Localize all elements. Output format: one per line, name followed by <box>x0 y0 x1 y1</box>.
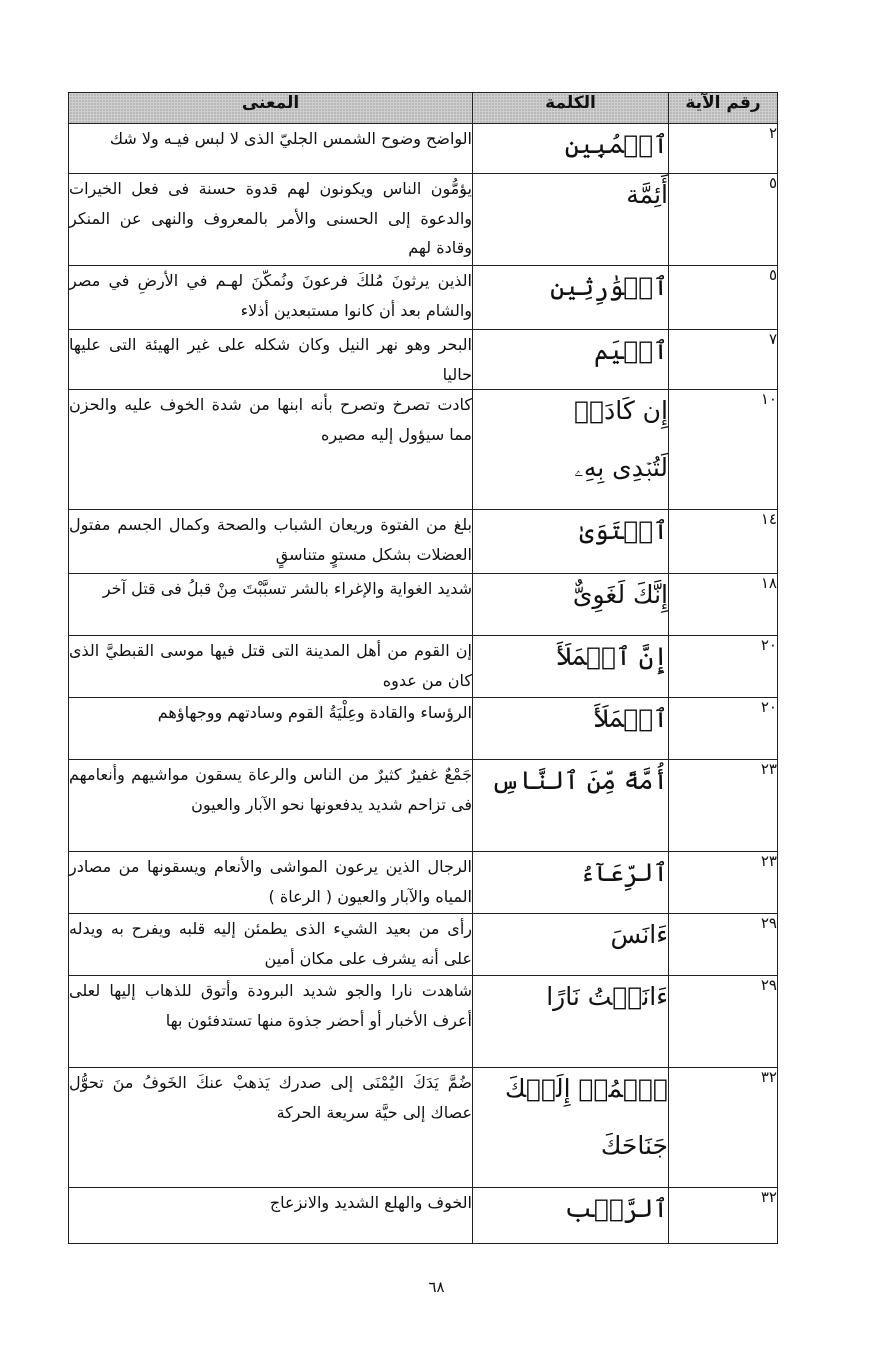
table-row <box>69 266 778 330</box>
word-text: ٱسۡتَوَىٰ <box>579 516 668 546</box>
word-meaning: الخوف والهلع الشديد والانزعاج <box>69 1188 473 1244</box>
table-header <box>69 93 778 124</box>
table-row <box>69 976 778 1068</box>
ayah-number: ٢ <box>669 124 778 174</box>
ayah-number: ٢٩ <box>669 976 778 1068</box>
word-text: ٱلرَّهۡب <box>564 1194 668 1224</box>
table-row <box>69 1068 778 1188</box>
word-text: أَئِمَّة <box>626 180 668 209</box>
word-text: ٱضۡمُمۡ إِلَيۡكَ <box>504 1074 668 1104</box>
ayah-number: ٥ <box>669 174 778 266</box>
quran-word <box>473 574 669 636</box>
ayah-number: ١٠ <box>669 390 778 510</box>
quran-word <box>473 174 669 266</box>
word-meaning: الرجال الذين يرعون المواشى والأنعام ويسقونها من مصادر المياه والآبار والعيون ( الرعاة ) <box>69 852 473 914</box>
word-text: ءَانَسۡتُ نَارًا <box>546 982 668 1012</box>
ayah-number: ٥ <box>669 266 778 330</box>
word-text: إِنَّ ٱلۡمَلَأَ <box>556 642 668 672</box>
table-row <box>69 1188 778 1244</box>
word-meaning: جَمْعٌ غفيرٌ كثيرٌ من الناس والرعاة يسقون مواشيهم وأنعامهم فى تزاحم شديد يدفعونها نحو الآبار والعيون <box>69 760 473 852</box>
word-meaning: رأى من بعيد الشيء الذى يطمئن إليه قلبه ويفرح به ويدله على أنه يشرف على مكان أمين <box>69 914 473 976</box>
header-meaning: المعنى <box>69 93 473 124</box>
ayah-number: ١٤ <box>669 510 778 574</box>
ayah-number: ١٨ <box>669 574 778 636</box>
quran-word <box>473 390 669 510</box>
quran-word <box>473 1068 669 1188</box>
word-text: ٱلۡوَٰرِثِين <box>550 272 668 301</box>
table-row <box>69 914 778 976</box>
word-meaning: ضُمَّ يَدَكَ اليُمْنَى إلى صدرك يَذهبْ عنكَ الخَوفُ منَ تحوُّل عصاك إلى حيَّة سريعة الحركة <box>69 1068 473 1188</box>
header-word: الكلمة <box>473 93 669 124</box>
word-text: ٱلۡمُبِين <box>564 130 668 159</box>
word-meaning: إن القوم من أهل المدينة التى قتل فيها موسى القبطيَّ الذى كان من عدوه <box>69 636 473 698</box>
header-ayah-number: رقم الآية <box>669 93 778 124</box>
table-row <box>69 852 778 914</box>
quran-word <box>473 1188 669 1244</box>
word-text: ٱلرِّعَآءُ <box>580 858 668 888</box>
table-row <box>69 574 778 636</box>
table-row <box>69 510 778 574</box>
word-text: ٱلۡيَم <box>594 336 668 365</box>
quran-word <box>473 698 669 760</box>
word-text: إِنَّكَ لَغَوِىٌّ <box>572 580 668 610</box>
word-meaning: شديد الغواية والإغراء بالشر تسبَّبْتَ مِنْ قبلُ فى قتل آخر <box>69 574 473 636</box>
quran-word <box>473 510 669 574</box>
word-meaning: الرؤساء والقادة وعِلْيَةُ القوم وسادتهم ووجهاؤهم <box>69 698 473 760</box>
table-row <box>69 390 778 510</box>
quran-word <box>473 636 669 698</box>
table-row <box>69 174 778 266</box>
word-meaning: يؤمُّون الناس ويكونون لهم قدوة حسنة فى فعل الخيرات والدعوة إلى الحسنى والأمر بالمعروف والنهى عن المنكر وقادة لهم <box>69 174 473 266</box>
quran-word <box>473 124 669 174</box>
quran-word <box>473 852 669 914</box>
word-meaning: بلغ من الفتوة وريعان الشباب والصحة وكمال الجسم مفتول العضلات بشكل مستوٍ متناسقٍ <box>69 510 473 574</box>
ayah-number: ٧ <box>669 330 778 390</box>
table-row <box>69 760 778 852</box>
page-number: ٦٨ <box>428 1278 445 1296</box>
word-meaning: شاهدت نارا والجو شديد البرودة وأتوق للذهاب إليها لعلى أعرف الأخبار أو أحضر جذوة منها تستدفئون بها <box>69 976 473 1068</box>
quran-word <box>473 976 669 1068</box>
word-text-continued: لَتُبۡدِى بِهِۦ <box>574 452 668 482</box>
word-meaning: الواضح وضوح الشمس الجليّ الذى لا لبس فيـه ولا شك <box>69 124 473 174</box>
word-meaning: البحر وهو نهر النيل وكان شكله على غير الهيئة التى عليها حاليا <box>69 330 473 390</box>
ayah-number: ٣٢ <box>669 1188 778 1244</box>
quran-word <box>473 760 669 852</box>
vocabulary-table <box>68 92 778 1244</box>
word-meaning: الذين يرثونَ مُلكَ فرعونَ ونُمكّنَ لهـم في الأرضِ في مصر والشام بعد أن كانوا مستبعدين أذلاء <box>69 266 473 330</box>
word-text: ٱلۡمَلَأَ <box>594 704 668 734</box>
quran-word <box>473 914 669 976</box>
table-row <box>69 698 778 760</box>
ayah-number: ٣٢ <box>669 1068 778 1188</box>
table-row <box>69 636 778 698</box>
word-text-continued: جَنَاحَكَ <box>600 1130 668 1160</box>
word-meaning: كادت تصرخ وتصرح بأنه ابنها من شدة الخوف عليه والحزن مما سيؤول إليه مصيره <box>69 390 473 510</box>
word-text: ءَانَسَ <box>610 920 668 950</box>
ayah-number: ٢٣ <box>669 760 778 852</box>
ayah-number: ٢٩ <box>669 914 778 976</box>
table-row <box>69 124 778 174</box>
word-text: أُمَّةً مِّنَ ٱلنَّاسِ <box>490 766 668 796</box>
quran-word <box>473 330 669 390</box>
ayah-number: ٢٠ <box>669 636 778 698</box>
quran-word <box>473 266 669 330</box>
word-text: إِن كَادَتۡ <box>574 396 668 426</box>
table-row <box>69 330 778 390</box>
ayah-number: ٢٣ <box>669 852 778 914</box>
ayah-number: ٢٠ <box>669 698 778 760</box>
